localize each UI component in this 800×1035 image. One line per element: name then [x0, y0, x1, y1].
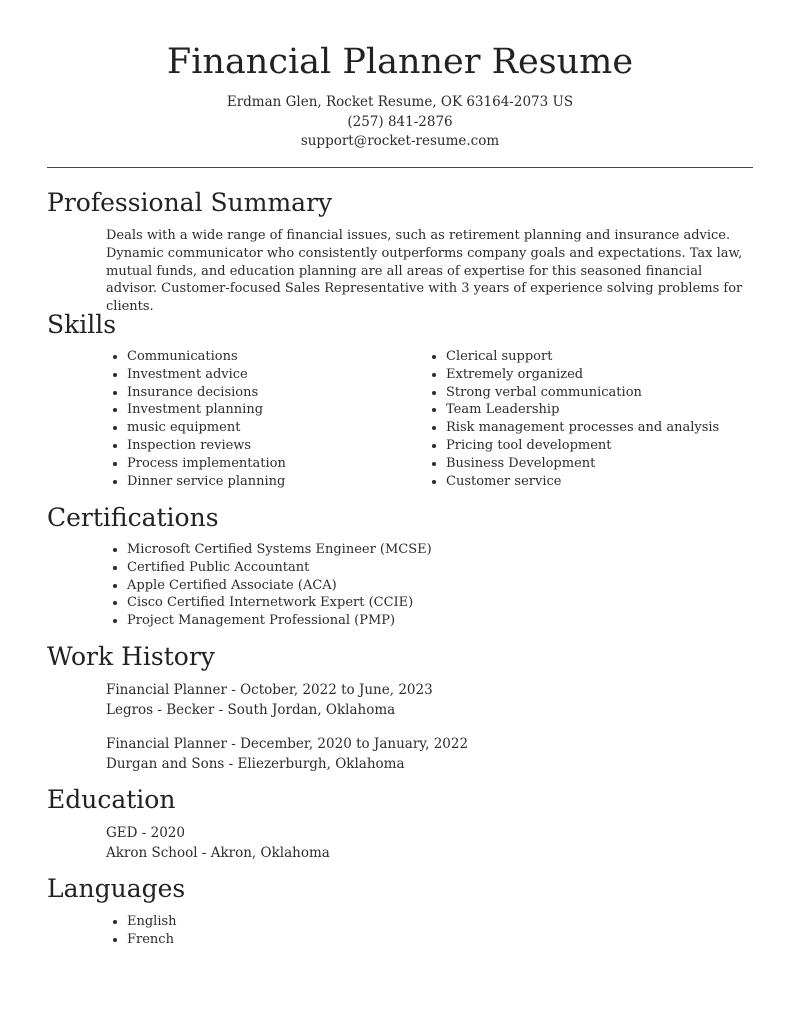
- skill-item: • Inspection reviews: [127, 437, 417, 455]
- skill-item: • Strong verbal communication: [446, 384, 776, 402]
- work-role-line: Financial Planner - October, 2022 to June, 2023: [106, 682, 433, 698]
- skill-item: • Communications: [127, 348, 417, 366]
- skill-item: • Dinner service planning: [127, 473, 417, 491]
- resume-title: Financial Planner Resume: [166, 42, 634, 82]
- section-title-work-history: Work History: [47, 642, 215, 671]
- skill-item: • Team Leadership: [446, 401, 776, 419]
- language-item: • English: [127, 913, 427, 931]
- summary-text: Deals with a wide range of financial issues, such as retirement planning and insurance advice. Dynamic communicator who consistently outperforms company goals and expectations. Tax law, mutual funds, and education planning are all areas of expertise for this seasoned financial advisor. Customer-focused Sales Representative with 3 years of experience solving problems for clients.: [106, 228, 743, 315]
- certification-item: • Project Management Professional (PMP): [127, 612, 627, 630]
- contact-address: Erdman Glen, Rocket Resume, OK 63164-2073 US: [226, 94, 574, 110]
- skill-item: • Investment planning: [127, 401, 417, 419]
- certification-item: • Certified Public Accountant: [127, 559, 627, 577]
- work-company-line: Legros - Becker - South Jordan, Oklahoma: [106, 702, 396, 718]
- contact-phone: (257) 841-2876: [347, 114, 453, 130]
- education-degree-line: GED - 2020: [106, 825, 185, 841]
- certifications-list: [106, 541, 627, 630]
- contact-email: support@rocket-resume.com: [300, 133, 500, 149]
- skill-item: • Insurance decisions: [127, 384, 417, 402]
- education-school-line: Akron School - Akron, Oklahoma: [106, 845, 330, 861]
- skills-list-left: [106, 348, 417, 490]
- skills-list-right: [425, 348, 776, 490]
- skill-item: • Process implementation: [127, 455, 417, 473]
- skill-item: • Investment advice: [127, 366, 417, 384]
- certification-item: • Apple Certified Associate (ACA): [127, 577, 627, 595]
- certification-item: • Microsoft Certified Systems Engineer (MCSE): [127, 541, 627, 559]
- skill-item: • Risk management processes and analysis: [446, 419, 776, 437]
- section-title-education: Education: [47, 785, 176, 814]
- skill-item: • Business Development: [446, 455, 776, 473]
- education-entry: [106, 823, 330, 863]
- work-entry: [106, 734, 468, 774]
- section-title-skills: Skills: [47, 310, 117, 339]
- work-role-line: Financial Planner - December, 2020 to January, 2022: [106, 736, 469, 752]
- section-title-certifications: Certifications: [47, 503, 219, 532]
- skill-item: • Extremely organized: [446, 366, 776, 384]
- skill-item: • Pricing tool development: [446, 437, 776, 455]
- section-title-summary: Professional Summary: [47, 188, 333, 217]
- certification-item: • Cisco Certified Internetwork Expert (CCIE): [127, 594, 627, 612]
- work-entry: [106, 680, 433, 720]
- skill-item: • Customer service: [446, 473, 776, 491]
- work-company-line: Durgan and Sons - Eliezerburgh, Oklahoma: [106, 756, 405, 772]
- header-divider: [47, 167, 753, 168]
- languages-list: [106, 913, 427, 949]
- skill-item: • music equipment: [127, 419, 417, 437]
- skill-item: • Clerical support: [446, 348, 776, 366]
- section-title-languages: Languages: [47, 874, 186, 903]
- language-item: • French: [127, 931, 427, 949]
